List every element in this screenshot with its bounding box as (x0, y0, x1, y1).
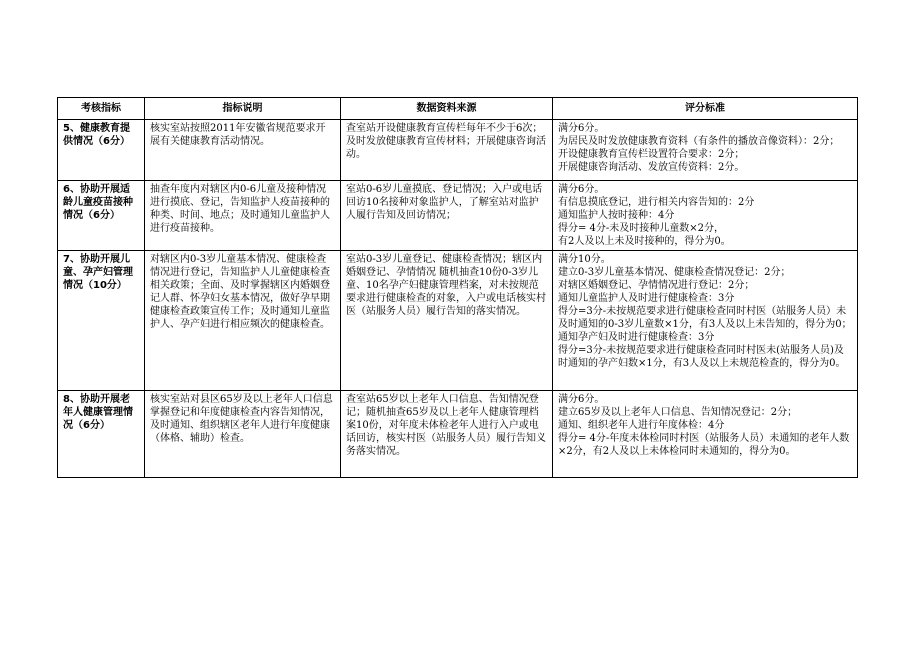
standard-line: 建立65岁及以上老年人口信息、告知情况登记：2分； (558, 407, 798, 418)
table-row (58, 120, 858, 181)
standard-line: 对辖区婚姻登记、孕情情况进行登记：2分； (558, 280, 755, 291)
standard-line: 满分6分。 (558, 394, 605, 405)
standard-line: 建立0-3岁儿童基本情况、健康检查情况登记：2分； (558, 267, 791, 278)
standard-line: 通知孕产妇及时进行健康检查：3分 (558, 332, 715, 343)
header-description: 指标说明 (145, 98, 341, 120)
source-cell: 室站0-3岁儿童登记、健康检查情况；辖区内婚姻登记、孕情情况 随机抽查10份0-3岁儿童、10名孕产妇健康管理档案，对未按规范要求进行健康检查的对象，入户或电话核实村医（站服务人员）履行告知的落实情况。 (341, 251, 553, 391)
standard-cell (553, 391, 858, 478)
assessment-table (57, 97, 858, 478)
standard-line: 得分= 4分-未及时接种儿童数×2分， (558, 223, 725, 234)
table-header-row (58, 98, 858, 120)
table-row (58, 181, 858, 251)
standard-line: 得分= 4分-年度未体检同时村医（站服务人员）未通知的老年人数×2分，有2人及以上未体检同时未通知的，得分为0。 (558, 433, 850, 457)
indicator-cell: 7、协助开展儿童、孕产妇管理情况（10分） (58, 251, 145, 391)
description-cell: 核实室站按照2011年安徽省规范要求开展有关健康教育活动情况。 (145, 120, 341, 181)
description-cell: 核实室站对县区65岁及以上老年人口信息掌握登记和年度健康检查内容告知情况，及时通知、组织辖区老年人进行年度健康（体格、辅助）检查。 (145, 391, 341, 478)
header-indicator: 考核指标 (58, 98, 145, 120)
standard-cell (553, 251, 858, 391)
standard-line: 为居民及时发放健康教育资料（有条件的播放音像资料）：2分； (558, 136, 840, 147)
header-source: 数据资料来源 (341, 98, 553, 120)
standard-cell (553, 181, 858, 251)
standard-line: 有2人及以上未及时接种的，得分为0。 (558, 236, 731, 247)
source-cell: 室站0-6岁儿童摸底、登记情况；入户或电话回访10名接种对象监护人，了解室站对监护人履行告知及回访情况； (341, 181, 553, 251)
standard-line: 通知监护人按时接种：4分 (558, 210, 675, 221)
source-cell: 查室站65岁以上老年人口信息、告知情况登记；随机抽查65岁及以上老年人健康管理档案10份，对年度未体检老年人进行入户或电话回访，核实村医（站服务人员）履行告知义务落实情况。 (341, 391, 553, 478)
standard-line: 得分=3分-未按规范要求进行健康检查同时村医（站服务人员）未及时通知的0-3岁儿童数×1分，有3人及以上未告知的，得分为0； (558, 306, 852, 330)
standard-line: 开展健康咨询活动、发放宣传资料：2分。 (558, 162, 745, 173)
indicator-cell: 6、协助开展适龄儿童疫苗接种情况（6分） (58, 181, 145, 251)
standard-line: 开设健康教育宣传栏设置符合要求：2分； (558, 149, 745, 160)
standard-cell (553, 120, 858, 181)
description-cell: 抽查年度内对辖区内0-6儿童及接种情况进行摸底、登记，告知监护人疫苗接种的种类、时间、地点；及时通知儿童监护人进行疫苗接种。 (145, 181, 341, 251)
standard-line: 通知、组织老年人进行年度体检：4分 (558, 420, 725, 431)
header-standard: 评分标准 (553, 98, 858, 120)
standard-line: 得分=3分-未按规范要求进行健康检查同时村医未(站服务人员)及时通知的孕产妇数×1分，有3人及以上未规范检查的，得分为0。 (558, 345, 846, 369)
source-cell: 查室站开设健康教育宣传栏每年不少于6次；及时发放健康教育宣传材料；开展健康咨询活动。 (341, 120, 553, 181)
standard-line: 通知儿童监护人及时进行健康检查：3分 (558, 293, 735, 304)
standard-line: 满分6分。 (558, 123, 605, 134)
indicator-cell: 8、协助开展老年人健康管理情况（6分） (58, 391, 145, 478)
standard-line: 满分10分。 (558, 254, 611, 265)
standard-line: 满分6分。 (558, 184, 605, 195)
table-row (58, 391, 858, 478)
indicator-cell: 5、健康教育提供情况（6分） (58, 120, 145, 181)
table-row (58, 251, 858, 391)
description-cell: 对辖区内0-3岁儿童基本情况、健康检查情况进行登记，告知监护人儿童健康检查相关政策；全面、及时掌握辖区内婚姻登记人群、怀孕妇女基本情况，做好孕早期健康检查政策宣传工作；及时通知儿童监护人、孕产妇进行相应频次的健康检查。 (145, 251, 341, 391)
standard-line: 有信息摸底登记，进行相关内容告知的：2分 (558, 197, 755, 208)
